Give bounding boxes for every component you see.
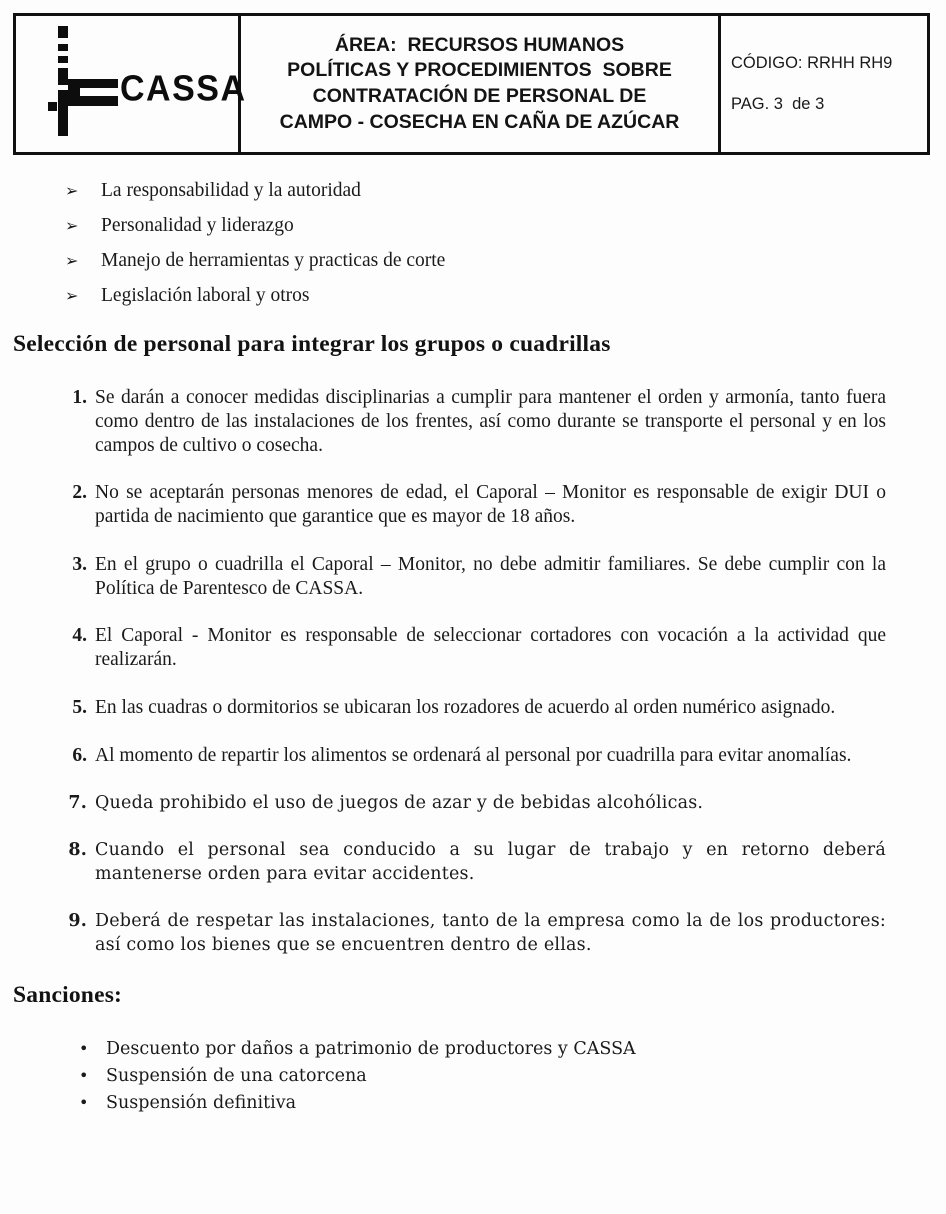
header-title-line: CAMPO - COSECHA EN CAÑA DE AZÚCAR	[279, 110, 680, 133]
logo-cell	[16, 16, 247, 152]
bullet-text: Manejo de herramientas y practicas de corte	[101, 250, 446, 271]
policy-item: No se aceptarán personas menores de edad, el Caporal – Monitor es responsable de exigir DUI o partida de nacimiento que garantice que es mayor de 18 años.	[95, 482, 886, 528]
bullet-text: La responsabilidad y la autoridad	[101, 180, 361, 201]
arrow-bullet-icon: ➢	[65, 183, 79, 200]
header-title-line: ÁREA: RECURSOS HUMANOS	[334, 33, 625, 56]
policy-item: Se darán a conocer medidas disciplinarias a cumplir para mantener el orden y armonía, tanto fuera como dentro de las instalaciones de los frentes, así como durante se transporte el personal y en los campos de cultivo o cosecha.	[95, 387, 886, 456]
dot-bullet-icon: •	[79, 1065, 89, 1085]
sanctions-heading: Sanciones:	[13, 981, 123, 1008]
logo-text: CASSA	[120, 69, 247, 109]
logo-cane-stalk-icon	[58, 44, 68, 51]
arrow-bullet-icon: ➢	[65, 253, 79, 270]
sanction-item	[79, 1066, 930, 1086]
document-code: CÓDIGO: RRHH RH9	[731, 54, 893, 72]
header-title	[241, 16, 721, 152]
policy-item: Al momento de repartir los alimentos se ordenará al personal por cuadrilla para evitar anomalías.	[95, 744, 852, 766]
list-item	[65, 215, 930, 237]
bullet-text: Personalidad y liderazgo	[101, 215, 294, 236]
bullet-text: Legislación laboral y otros	[101, 285, 310, 306]
cassa-logo	[42, 26, 247, 144]
policy-item: En las cuadras o dormitorios se ubicaran los rozadores de acuerdo al orden numérico asignado.	[95, 697, 836, 719]
policy-item: Cuando el personal sea conducido a su lugar de trabajo y en retorno deberá mantenerse orden para evitar accidentes.	[95, 840, 886, 884]
sanction-item	[79, 1039, 930, 1059]
sanction-text: Suspensión definitiva	[106, 1092, 297, 1113]
sanction-text: Suspensión de una catorcena	[106, 1065, 367, 1086]
list-item	[65, 180, 930, 202]
intro-bullet-list	[13, 180, 930, 307]
sanction-text: Descuento por daños a patrimonio de productores y CASSA	[106, 1038, 636, 1059]
list-item	[65, 250, 930, 272]
policy-item: En el grupo o cuadrilla el Caporal – Monitor, no debe admitir familiares. Se debe cumplir con la Política de Parentesco de CASSA.	[95, 553, 886, 599]
header-title-line: CONTRATACIÓN DE PERSONAL DE	[312, 85, 647, 107]
header-title-line: POLÍTICAS Y PROCEDIMIENTOS SOBRE	[287, 59, 672, 82]
policy-item: Deberá de respetar las instalaciones, tanto de la empresa como la de los productores: así como los bienes que se encuentren dentro de ellas.	[95, 911, 886, 956]
logo-cane-stalk-icon	[58, 90, 68, 136]
policy-item: El Caporal - Monitor es responsable de seleccionar cortadores con vocación a la actividad que realizarán.	[95, 625, 886, 671]
dot-bullet-icon: •	[79, 1038, 89, 1058]
sanction-item	[79, 1093, 930, 1113]
list-item	[65, 285, 930, 307]
logo-cane-stalk-icon	[58, 26, 68, 38]
page-number: PAG. 3 de 3	[731, 95, 825, 113]
selection-section-heading: Selección de personal para integrar los grupos o cuadrillas	[13, 331, 611, 357]
policy-item: Queda prohibido el uso de juegos de azar y de bebidas alcohólicas.	[95, 792, 704, 813]
sanctions-list	[13, 1039, 930, 1113]
logo-cane-stalk-icon	[58, 56, 68, 63]
code-cell	[721, 16, 927, 152]
logo-bar-icon	[68, 79, 118, 106]
policy-list	[13, 386, 930, 958]
logo-cane-stalk-icon	[58, 68, 68, 85]
dot-bullet-icon: •	[79, 1092, 89, 1112]
arrow-bullet-icon: ➢	[65, 288, 79, 305]
arrow-bullet-icon: ➢	[65, 218, 79, 235]
logo-tick-icon	[48, 102, 57, 111]
header-table	[13, 13, 930, 155]
